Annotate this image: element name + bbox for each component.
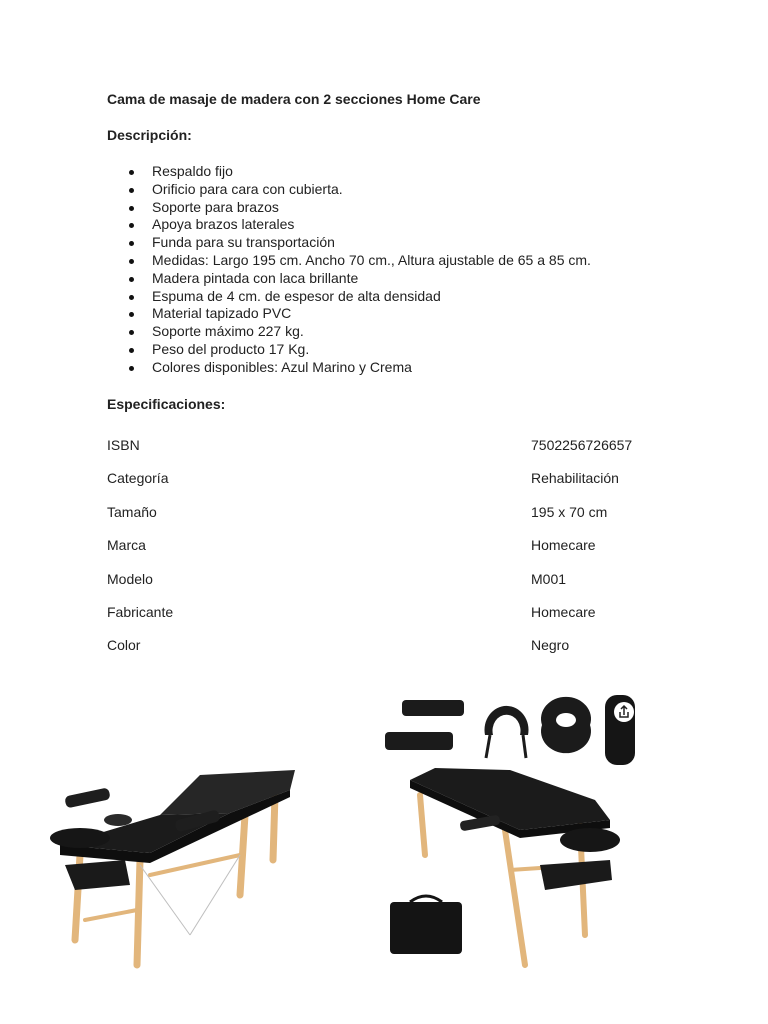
table-row bbox=[107, 470, 667, 503]
side-armrest bbox=[64, 787, 111, 808]
spec-value: Homecare bbox=[531, 537, 596, 554]
page-title: Cama de masaje de madera con 2 secciones Home Care bbox=[107, 91, 481, 107]
spec-key: Modelo bbox=[107, 570, 153, 587]
spec-key: Marca bbox=[107, 537, 146, 554]
arm-support bbox=[540, 860, 612, 890]
list-item: Peso del producto 17 Kg. bbox=[107, 341, 591, 359]
headrest-frame bbox=[485, 706, 529, 735]
list-item: Soporte para brazos bbox=[107, 199, 591, 217]
specifications-table bbox=[107, 437, 667, 671]
spec-key: Tamaño bbox=[107, 503, 157, 520]
table-row bbox=[107, 504, 667, 537]
specifications-heading: Especificaciones: bbox=[107, 396, 226, 412]
face-cradle bbox=[50, 828, 110, 848]
spec-value: Rehabilitación bbox=[531, 470, 619, 487]
spec-value: 195 x 70 cm bbox=[531, 503, 608, 520]
description-heading: Descripción: bbox=[107, 127, 192, 143]
list-item: Respaldo fijo bbox=[107, 163, 591, 181]
list-item: Orificio para cara con cubierta. bbox=[107, 181, 591, 199]
spec-value: Negro bbox=[531, 637, 570, 654]
carry-bag bbox=[390, 902, 462, 954]
table-row bbox=[107, 604, 667, 637]
massage-table-image bbox=[40, 735, 310, 975]
list-item: Funda para su transportación bbox=[107, 234, 591, 252]
table-row bbox=[107, 537, 667, 570]
table-row bbox=[107, 437, 667, 470]
table-row bbox=[107, 637, 667, 670]
spec-value: M001 bbox=[531, 570, 567, 587]
armrest-accessory bbox=[385, 732, 453, 750]
list-item: Medidas: Largo 195 cm. Ancho 70 cm., Altura ajustable de 65 a 85 cm. bbox=[107, 252, 591, 270]
list-item: Material tapizado PVC bbox=[107, 305, 591, 323]
list-item: Apoya brazos laterales bbox=[107, 216, 591, 234]
accessories-image bbox=[380, 690, 645, 970]
list-item: Soporte máximo 227 kg. bbox=[107, 323, 591, 341]
table-row bbox=[107, 571, 667, 604]
spec-key: Color bbox=[107, 637, 141, 654]
list-item: Madera pintada con laca brillante bbox=[107, 270, 591, 288]
face-cradle bbox=[560, 828, 620, 852]
armrest-accessory bbox=[402, 700, 464, 716]
spec-key: Categoría bbox=[107, 470, 169, 487]
arm-support bbox=[65, 860, 130, 890]
spec-value: 7502256726657 bbox=[531, 437, 633, 453]
spec-key: ISBN bbox=[107, 437, 140, 453]
feature-list bbox=[107, 163, 591, 377]
spec-value: Homecare bbox=[531, 603, 596, 620]
spec-key: Fabricante bbox=[107, 603, 174, 620]
list-item: Colores disponibles: Azul Marino y Crema bbox=[107, 359, 591, 377]
list-item: Espuma de 4 cm. de espesor de alta densidad bbox=[107, 288, 591, 306]
